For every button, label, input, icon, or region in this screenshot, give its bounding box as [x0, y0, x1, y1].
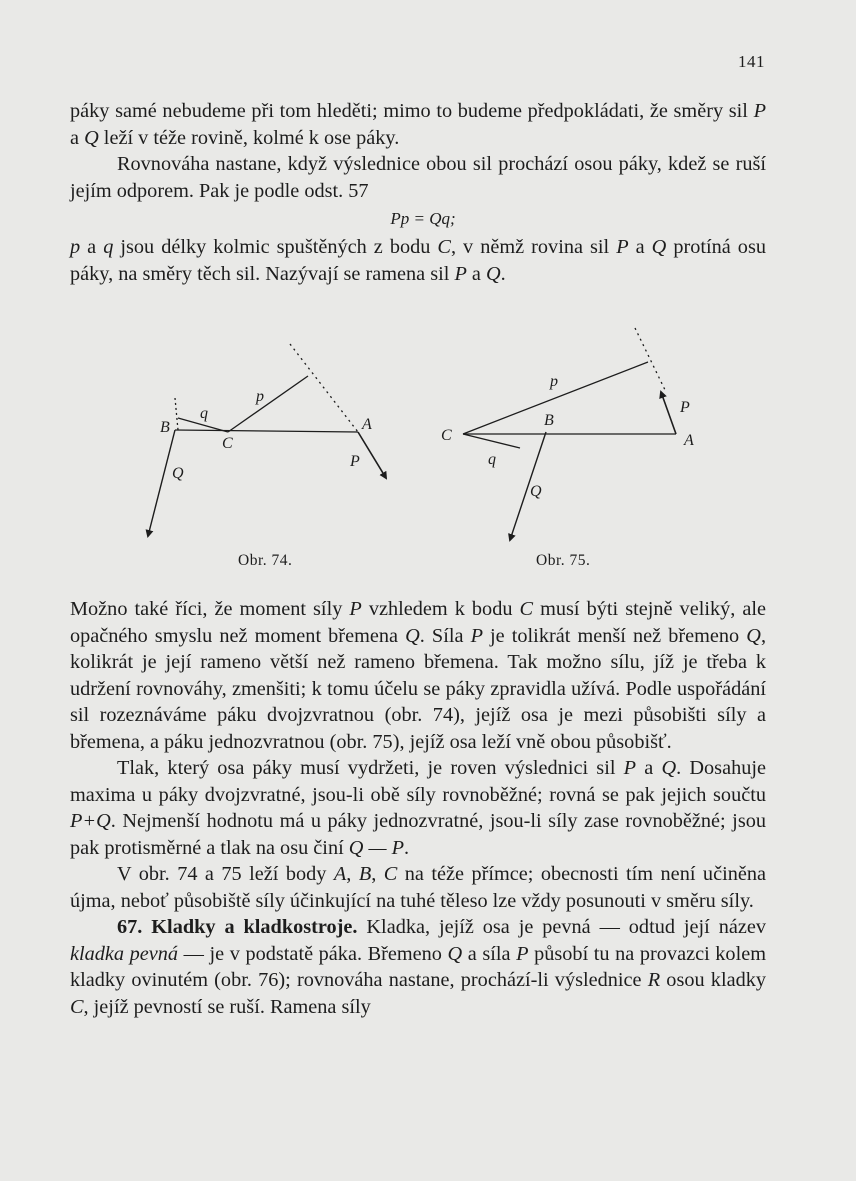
paragraph-4 [70, 596, 766, 755]
text: na téže přímce; obecnosti tím není učiněna újma, neboť působiště síly účinkující na tuhé těleso lze vždy posunouti v směru síly. [70, 863, 766, 912]
paragraph-6 [70, 861, 766, 914]
label-A: A [362, 416, 372, 433]
text: vzhledem k bodu [361, 598, 520, 620]
paragraph-7 [70, 914, 766, 1020]
dotted-line-p [290, 344, 358, 432]
perpendicular-p [463, 362, 648, 434]
symbol-Q: Q [486, 262, 501, 285]
figure-74 [148, 344, 386, 536]
perpendicular-q [463, 434, 520, 448]
label-Q: Q [172, 465, 184, 482]
label-B: B [160, 419, 170, 436]
text: . [404, 836, 410, 859]
symbol-Q: Q [84, 126, 99, 149]
load-Q-arrow [510, 432, 546, 540]
text: a [466, 262, 487, 285]
text: protíná osu páky, na směry těch sil. Nazývají se ramena sil [70, 236, 766, 285]
text: osou kladky [660, 969, 767, 991]
page-number: 141 [738, 52, 765, 71]
label-q: q [200, 405, 208, 422]
formula: Pp = Qq; [390, 209, 456, 228]
symbol-P: P [616, 236, 629, 258]
text: a [636, 757, 662, 779]
symbol-P: P [623, 757, 637, 779]
figure-75-labels [441, 373, 694, 500]
symbol-C: C [519, 598, 534, 620]
force-P-arrow [358, 432, 386, 478]
text: páky samé nebudeme při tom hleděti; mimo to budeme předpokládati, že směry sil [70, 100, 754, 122]
section-title: Kladky a kladkostroje. [151, 916, 358, 938]
caption-fig-74: Obr. 74. [238, 552, 293, 569]
symbol-P: P [470, 624, 483, 647]
text: , v němž rovina sil [450, 236, 617, 258]
symbol-P: P [753, 100, 766, 122]
text: Možno také říci, že moment síly [70, 598, 350, 620]
text: působí tu na provazci kolem kladky ovinutém (obr. 76); rovnováha nastane, prochází-li výslednice [70, 942, 766, 991]
label-P: P [350, 453, 360, 470]
paragraph-1 [70, 98, 766, 151]
term-kladka-pevna: kladka pevná [70, 942, 179, 965]
text: , [371, 863, 384, 885]
symbol-C: C [383, 863, 398, 885]
force-P-arrow [661, 392, 676, 434]
label-C: C [441, 427, 452, 444]
text: . Nejmenší hodnotu má u páky jednozvratné, jsou-li síly zase rovnoběžné; jsou pak protisměrné a tlak na osu činí [70, 810, 766, 859]
text: leží v téže rovině, kolmé k ose páky. [98, 126, 400, 149]
symbol-Q: Q [447, 942, 463, 965]
label-q: q [488, 451, 496, 468]
text: . [500, 262, 506, 285]
load-Q-arrow [148, 430, 175, 536]
text: a [80, 236, 104, 258]
expression-difference: Q — P [348, 836, 405, 859]
caption-fig-75: Obr. 75. [536, 552, 591, 569]
symbol-Q: Q [746, 624, 761, 647]
text: a [70, 126, 85, 149]
label-Q: Q [530, 483, 542, 500]
text: , kolikrát je její rameno větší než rameno břemena. Tak možno sílu, jíž je třeba k udržení rovnováhy, zmenšiti; k tomu účelu se páky zpravidla užívá. Podle uspořádání sil rozeznáváme páku dvojzvratnou (obr. 74), jejíž osa je mezi působišti síly a břemena, a páku jednozvratnou (obr. 75), jejíž osa leží vně obou působišť. [70, 624, 767, 753]
label-p: p [550, 373, 558, 390]
symbol-R: R [647, 969, 661, 991]
paragraph-3 [70, 234, 766, 287]
text-block-bottom [70, 596, 766, 1020]
perpendicular-p [228, 376, 308, 432]
symbol-C: C [70, 995, 84, 1018]
text: — je v podstatě páka. Břemeno [178, 942, 448, 965]
paragraph-2: Rovnováha nastane, když výslednice obou sil prochází osou páky, kdež se ruší jejím odporem. Pak je podle odst. 57 [70, 153, 766, 202]
text: a síla [462, 942, 517, 965]
label-P: P [680, 399, 690, 416]
expression-sum: P+Q [70, 810, 111, 832]
perpendicular-q [178, 418, 228, 432]
text: , [346, 863, 359, 885]
paragraph-5 [70, 755, 766, 861]
symbol-P: P [349, 598, 362, 620]
text: V obr. 74 a 75 leží body [117, 863, 334, 885]
text: a [628, 236, 652, 258]
figure-75 [463, 328, 676, 540]
figure-74-labels [160, 388, 372, 482]
text: Tlak, který osa páky musí vydržeti, je roven výslednici sil [117, 757, 624, 779]
label-B: B [544, 412, 554, 429]
label-A: A [684, 432, 694, 449]
symbol-P: P [516, 942, 529, 965]
symbol-q: q [103, 236, 114, 258]
dotted-line-q [175, 398, 178, 430]
text: je tolikrát menší než břemeno [482, 624, 747, 647]
symbol-Q: Q [405, 624, 420, 647]
symbol-A: A [333, 863, 347, 885]
symbol-p: p [70, 236, 81, 258]
text: musí býti stejně veliký, ale opačného smyslu než moment břemena [70, 598, 767, 647]
text: Kladka, jejíž osa je pevná — odtud její název [357, 916, 766, 938]
text-block-top [70, 98, 766, 287]
symbol-Q: Q [661, 757, 677, 779]
symbol-B: B [358, 863, 372, 885]
symbol-P: P [454, 262, 467, 285]
label-C: C [222, 435, 233, 452]
text: . Síla [419, 624, 471, 647]
text: jsou délky kolmic spuštěných z bodu [113, 236, 438, 258]
text: , jejíž pevností se ruší. Ramena síly [83, 995, 371, 1018]
label-p: p [256, 388, 264, 405]
symbol-C: C [437, 236, 451, 258]
symbol-Q: Q [651, 236, 667, 258]
lever-line [175, 430, 358, 432]
dotted-line-p [635, 328, 666, 392]
section-number: 67. [117, 916, 143, 938]
text: . Dosahuje maxima u páky dvojzvratné, jsou-li obě síly rovnoběžné; rovná se pak jejich součtu [70, 757, 766, 806]
